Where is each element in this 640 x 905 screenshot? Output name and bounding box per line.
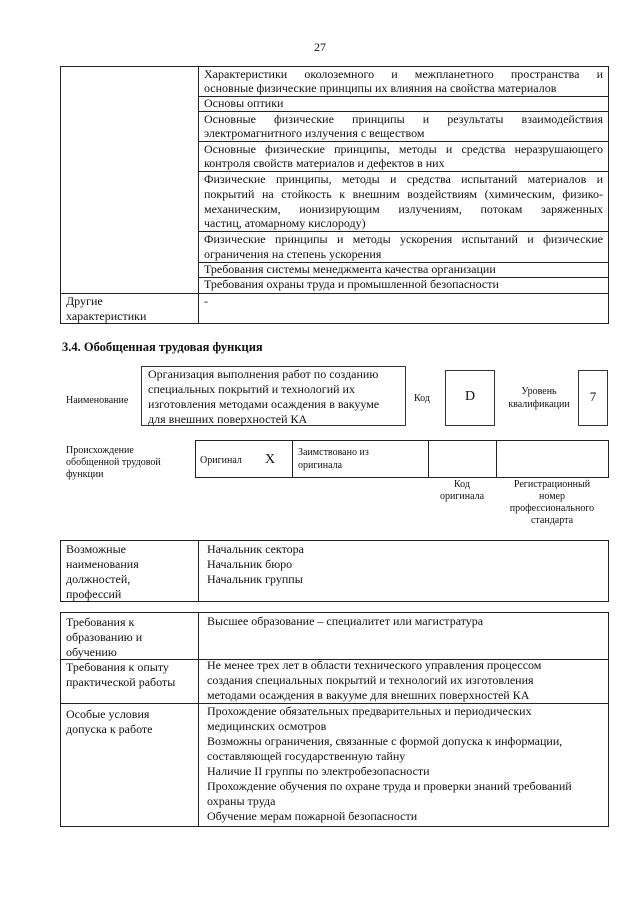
special-item: Прохождение обязательных предварительных и периодических <box>207 704 532 718</box>
knowledge-item-cont: механическим, ионизирующим излучениям, потокам заряженных <box>204 202 603 216</box>
knowledge-item: Требования охраны труда и промышленной безопасности <box>204 277 499 291</box>
knowledge-item-cont: контроля свойств материалов и дефектов в них <box>204 156 445 170</box>
original-mark: X <box>265 452 276 467</box>
other-characteristics-label-cont: характеристики <box>66 309 147 323</box>
special-item: Возможны ограничения, связанные с формой допуска к информации, <box>207 734 563 748</box>
special-item: Наличие II группы по электробезопасности <box>207 764 430 778</box>
position-item: Начальник группы <box>207 572 303 586</box>
positions-label: Возможные <box>66 542 126 556</box>
name-value-line: для внешних поверхностей КА <box>148 412 308 426</box>
knowledge-item-cont: покрытий на стойкость к внешним воздействиям (химическим, физико- <box>204 187 603 201</box>
positions-label-cont: должностей, <box>66 572 131 586</box>
level-label: Уровень <box>521 386 557 397</box>
reg-caption-cont: номер <box>539 491 565 502</box>
origin-label-cont: обобщенной трудовой <box>66 457 161 468</box>
experience-label-cont: практической работы <box>66 675 176 689</box>
knowledge-item: Физические принципы, методы и средства испытаний материалов и <box>204 172 603 186</box>
experience-value-cont: создания специальных покрытий и технологий их изготовления <box>207 673 534 687</box>
experience-label: Требования к опыту <box>66 660 169 674</box>
knowledge-item: Физические принципы и методы ускорения испытаний и физические <box>204 232 603 246</box>
knowledge-item-cont: ограничения на степень ускорения <box>204 247 382 261</box>
position-item: Начальник сектора <box>207 542 304 556</box>
level-label-cont: квалификации <box>508 399 570 410</box>
reg-caption-cont: профессионального <box>509 503 595 514</box>
original-label: Оригинал <box>200 455 242 466</box>
knowledge-item: Требования системы менеджмента качества организации <box>204 262 496 276</box>
page-number: 27 <box>314 40 326 54</box>
education-label: Требования к <box>66 615 135 629</box>
borrowed-label-cont: оригинала <box>298 460 343 471</box>
knowledge-item-cont: частиц, атомарному кислороду) <box>204 216 366 230</box>
experience-value: Не менее трех лет в области технического управления процессом <box>207 658 542 672</box>
name-value-line: специальных покрытий и технологий их <box>148 382 355 396</box>
positions-label-cont: профессий <box>66 587 122 601</box>
code-caption: Код <box>454 479 470 490</box>
other-characteristics-label: Другие <box>66 294 103 308</box>
knowledge-item: Основы оптики <box>204 96 284 110</box>
other-characteristics-value: - <box>204 294 208 308</box>
knowledge-item-cont: основные физические принципы их влияния на свойства материалов <box>204 81 557 95</box>
experience-value-cont: методами осаждения в вакууме для внешних поверхностей КА <box>207 688 530 702</box>
education-value: Высшее образование – специалитет или магистратура <box>207 614 484 628</box>
special-item-cont: охраны труда <box>207 794 276 808</box>
knowledge-item: Характеристики околоземного и межпланетного пространства и <box>204 67 603 81</box>
borrowed-label: Заимствовано из <box>298 447 369 458</box>
knowledge-item: Основные физические принципы, методы и средства неразрушающего <box>204 142 603 156</box>
name-label: Наименование <box>66 395 129 406</box>
origin-label-cont: функции <box>66 469 104 480</box>
special-item-cont: составляющей государственную тайну <box>207 749 406 763</box>
knowledge-item: Основные физические принципы и результаты взаимодействия <box>204 112 603 126</box>
origin-label: Происхождение <box>66 445 134 456</box>
knowledge-item-cont: электромагнитного излучения с веществом <box>204 126 425 140</box>
special-label-cont: допуска к работе <box>66 722 153 736</box>
special-item-cont: медицинских осмотров <box>207 719 327 733</box>
position-item: Начальник бюро <box>207 557 293 571</box>
reg-caption-cont: стандарта <box>530 515 574 526</box>
level-value: 7 <box>589 389 597 404</box>
code-caption-cont: оригинала <box>439 491 485 502</box>
special-item: Обучение мерам пожарной безопасности <box>207 809 418 823</box>
special-label: Особые условия <box>66 707 150 721</box>
reg-caption: Регистрационный <box>513 479 591 490</box>
education-label-cont: обучению <box>66 645 117 659</box>
name-value-line: изготовления методами осаждения в вакууме <box>148 397 380 411</box>
education-label-cont: образованию и <box>66 630 143 644</box>
positions-label-cont: наименования <box>66 557 139 571</box>
section-heading: 3.4. Обобщенная трудовая функция <box>62 340 263 354</box>
code-label: Код <box>414 393 430 404</box>
code-value: D <box>464 389 476 404</box>
name-value-line: Организация выполнения работ по созданию <box>148 367 379 381</box>
special-item: Прохождение обучения по охране труда и проверки знаний требований <box>207 779 572 793</box>
